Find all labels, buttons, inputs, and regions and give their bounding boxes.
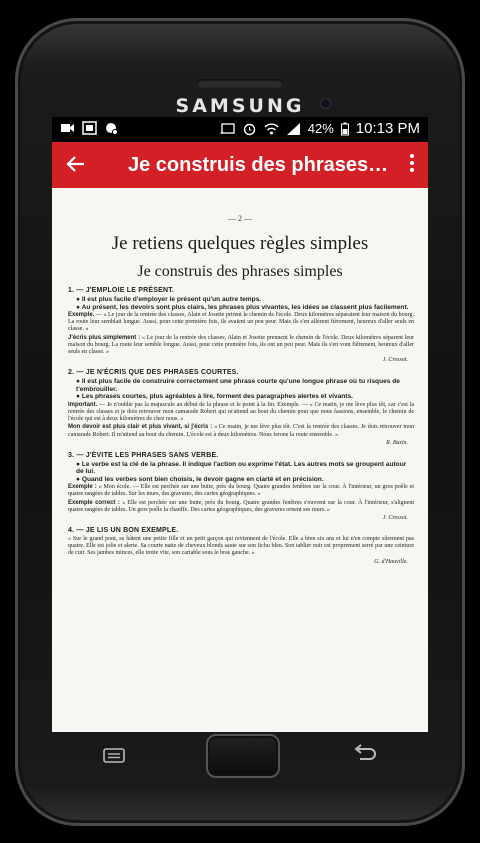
example-label: Important. — [68, 401, 98, 408]
example-text: — « Le jour de la rentrée des classes, Alain et Josette prirent le chemin de l'école. Deux kilomètres séparaient leur maison du bourg. La route leur semblait longue. Aussi, pour cette première fois, ils avaient un peu peur. Mais ils s'en allèrent fièrement, heureux d'aller seuls en classe. » — [68, 312, 415, 333]
page-number: — 2 — — [228, 214, 252, 223]
app-title: Je construis des phrases… — [128, 154, 389, 176]
section-title: 3. — J'ÉVITE LES PHRASES SANS VERBE. — [68, 451, 219, 459]
back-arrow-icon[interactable] — [64, 150, 88, 178]
gallery-icon — [82, 121, 97, 135]
section-title: 4. — JE LIS UN BON EXEMPLE. — [68, 527, 179, 535]
app-bar — [52, 142, 428, 188]
example-label: Exemple. — [68, 312, 95, 318]
example-label: J'écris plus simplement : — [68, 334, 141, 341]
home-button[interactable] — [206, 734, 280, 778]
source-author: R. Bazin. — [386, 439, 408, 446]
page-heading: Je retiens quelques règles simples — [111, 233, 369, 254]
page-subheading: Je construis des phrases simples — [137, 263, 343, 280]
example-text: « Mon école. — Elle est perchée sur une butte, près du bourg. Quatre grandes fenêtres sur la cour. À l'intérieur, un gros poêle et quatre rangées de tables. Sur les murs, des gravures, des cartes géographiques. » — [68, 484, 414, 498]
rule-text: ● Il est plus facile de construire correctement une phrase courte qu'une longue phrase où tu risques de t'embrouiller. — [76, 378, 400, 393]
overflow-menu-icon[interactable] — [404, 151, 420, 177]
bug-icon — [104, 121, 119, 135]
front-camera — [320, 98, 331, 109]
example-label: Mon devoir est plus clair et plus vivant, si j'écris : — [68, 424, 213, 431]
back-key-icon[interactable] — [352, 744, 378, 764]
example-label: Exemple correct : — [68, 499, 120, 506]
rule-text: ● Les phrases courtes, plus agréables à lire, forment des paragraphes alertes et vivants. — [76, 393, 354, 401]
rule-text: ● Au présent, les devoirs sont plus clairs, les phrases plus vivantes, les idées se classent plus facilement. — [76, 303, 409, 311]
section-1 — [68, 287, 414, 363]
screen — [52, 117, 428, 732]
status-bar — [52, 117, 428, 142]
signal-icon — [286, 122, 301, 136]
video-icon — [60, 121, 75, 135]
document-page[interactable] — [52, 188, 428, 732]
section-4 — [68, 527, 414, 565]
cast-icon — [220, 122, 235, 136]
wifi-icon — [264, 122, 279, 136]
battery-percent: 42% — [307, 121, 334, 136]
section-title: 1. — J'EMPLOIE LE PRÉSENT. — [68, 287, 175, 294]
example-text: « Ce matin, je me lève plus tôt. C'est la rentrée des classes. Je dois retrouver mon camarade Robert. Il m'attend au bout du chemin. L'école est à deux kilomètres. Nous ferons la route ensemble. » — [68, 424, 414, 438]
earpiece-speaker — [197, 79, 283, 88]
source-author: J. Cressot. — [382, 357, 408, 364]
section-3 — [68, 452, 414, 521]
alarm-icon — [242, 122, 257, 136]
example-text: « Elle est perchée sur une butte, près du bourg. Quatre grandes fenêtres s'ouvrent sur la cour. À l'intérieur, s'alignent quatre rangées de tables. Un gros poêle la chauffe. Des cartes géographiques, des gravures ornent ses murs. » — [68, 499, 414, 513]
source-author: G. d'Houville. — [374, 558, 408, 565]
section-2 — [68, 369, 414, 446]
source-author: J. Cressot. — [382, 515, 408, 522]
rule-text: ● Le verbe est la clé de la phrase. Il indique l'action ou exprime l'état. Les autres mots se groupent autour de lui. — [76, 460, 407, 476]
section-title: 2. — JE N'ÉCRIS QUE DES PHRASES COURTES. — [68, 369, 239, 377]
clock: 10:13 PM — [355, 120, 420, 137]
menu-key-icon[interactable] — [102, 746, 126, 764]
battery-icon — [341, 122, 349, 136]
example-text: « Sur le grand pont, se hâtent une petite fille et un petit garçon qui reviennent de l'école. Elle a bien six ans et lui n'en compte sûrement pas quatre. Elle est jolie et alerte. Sa courte natte de cheveux blonds saute sur son fichu bleu. Son tablier noir est proprement serré par une ceinture de cuir. Ses jambes minces, elle trotte vite, son cartable sous le bras gauche. » — [68, 536, 414, 557]
rule-text: ● Quand les verbes sont bien choisis, le devoir gagne en clarté et en précision. — [76, 475, 324, 483]
example-text: — Je n'oublie pas la majuscule au début de la phrase et le point à la fin. Exemple. — « Ce matin, je me lève plus tôt, car c'est la rentrée des classes et je dois retrouver mon camarade Robert qui m'attend au bout du chemin pour que nous fassions, ensemble, le chemin de l'école qui est à deux kilomètres de chez nous. » — [68, 401, 415, 423]
example-text: « Le jour de la rentrée des classes, Alain et Josette prennent le chemin de l'école. Deux kilomètres séparent leur maison du bourg. La route leur semble longue. Aussi, pour cette première fois, ils ont un peu peur. Mais ils s'en vont fièrement, heureux d'aller seuls en classe. » — [68, 334, 415, 356]
brand-logo: SAMSUNG — [175, 95, 305, 117]
example-label: Exemple : — [68, 484, 97, 491]
rule-text: ● Il est plus facile d'employer le présent qu'un autre temps. — [76, 296, 262, 303]
